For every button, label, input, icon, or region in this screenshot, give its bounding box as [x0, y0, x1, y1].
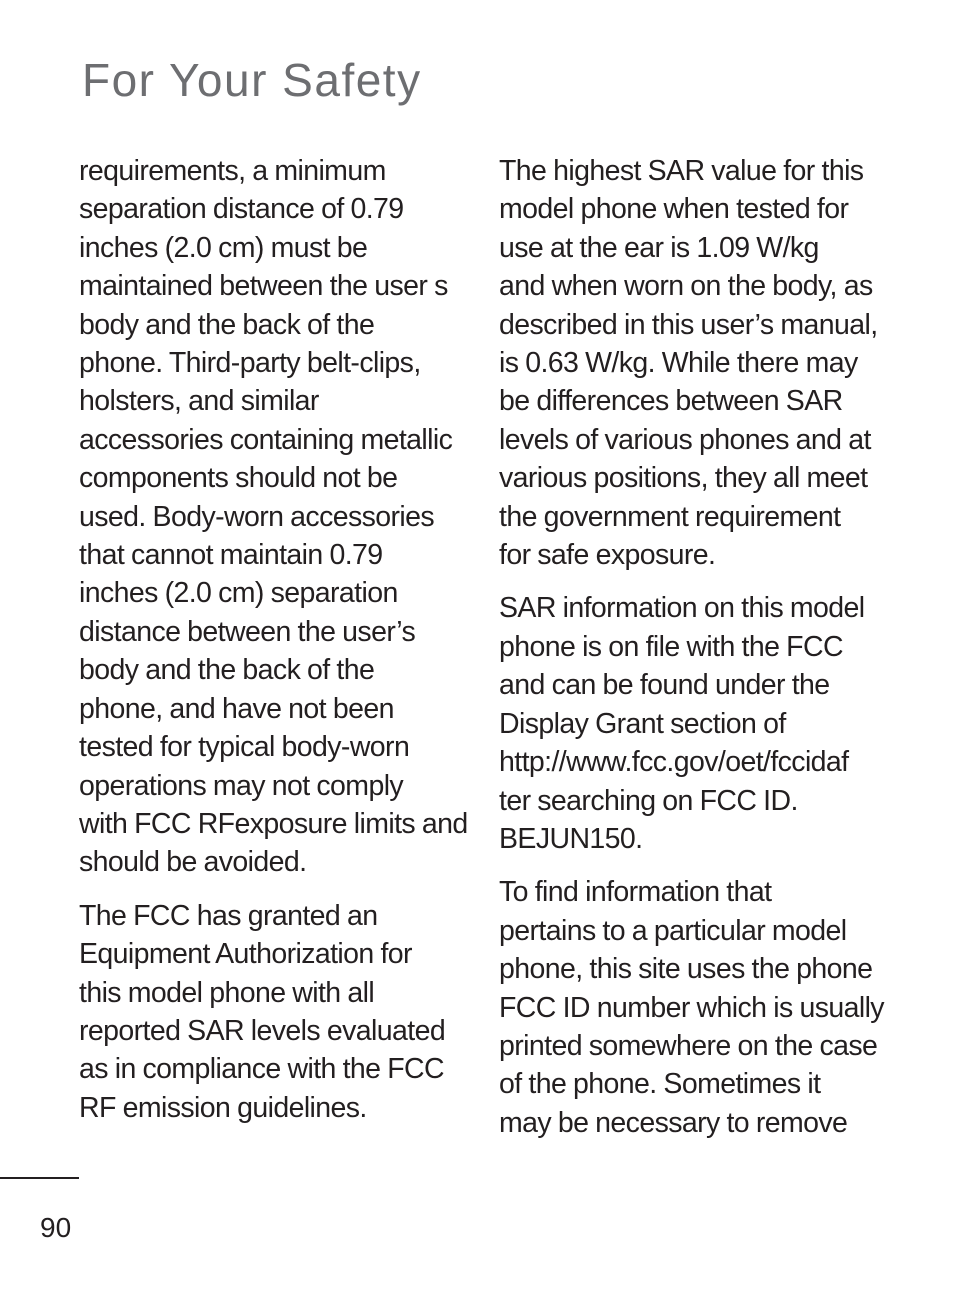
paragraph-separation-requirements [79, 152, 474, 882]
page-title: For Your Safety [82, 54, 422, 106]
text-line: may be necessary to remove [499, 1106, 848, 1139]
right-column [499, 152, 914, 1157]
text-line: distance between the user’s [79, 615, 416, 648]
text-line: separation distance of 0.79 [79, 193, 404, 226]
text-line: accessories containing metallic [79, 423, 453, 456]
text-line: The FCC has granted an [79, 899, 378, 932]
text-line: The highest SAR value for this [499, 155, 864, 187]
text-line: described in this user’s manual, [499, 308, 878, 341]
text-line: maintained between the user s [79, 270, 448, 303]
text-line: inches (2.0 cm) separation [79, 577, 398, 610]
text-line: SAR information on this model [499, 592, 865, 625]
text-line: body and the back of the [79, 654, 375, 687]
text-line: holsters, and similar [79, 385, 319, 418]
text-line: phone, and have not been [79, 692, 394, 725]
text-line: components should not be [79, 462, 398, 495]
text-line: reported SAR levels evaluated [79, 1014, 446, 1047]
text-line: Equipment Authorization for [79, 938, 412, 971]
text-line: should be avoided. [79, 846, 307, 879]
text-line: requirements, a minimum [79, 155, 386, 187]
text-line: printed somewhere on the case [499, 1029, 878, 1062]
text-line: body and the back of the [79, 308, 375, 341]
text-line: as in compliance with the FCC [79, 1053, 445, 1086]
text-line: and when worn on the body, as [499, 270, 873, 303]
text-line: this model phone with all [79, 976, 375, 1009]
text-line: of the phone. Sometimes it [499, 1068, 821, 1101]
footer-divider [0, 1177, 79, 1179]
text-line: http://www.fcc.gov/oet/fccidaf [499, 746, 849, 779]
text-line: pertains to a particular model [499, 914, 847, 947]
text-line: use at the ear is 1.09 W/kg [499, 231, 819, 264]
text-line: used. Body-worn accessories [79, 500, 435, 533]
text-line: that cannot maintain 0.79 [79, 539, 383, 572]
text-line: inches (2.0 cm) must be [79, 231, 368, 264]
text-line: To find information that [499, 876, 772, 909]
text-line: tested for typical body-worn [79, 731, 410, 764]
text-line: levels of various phones and at [499, 423, 871, 456]
text-line: operations may not comply [79, 769, 404, 802]
page-number: 90 [40, 1212, 72, 1243]
text-line: Display Grant section of [499, 707, 786, 740]
text-line: phone is on file with the FCC [499, 630, 843, 663]
text-line: is 0.63 W/kg. While there may [499, 347, 858, 380]
left-column [79, 152, 474, 1142]
paragraph-sar-information [499, 589, 914, 858]
text-line: ter searching on FCC ID. [499, 784, 798, 817]
text-line: for safe exposure. [499, 539, 716, 572]
text-line: and can be found under the [499, 669, 830, 702]
text-line: model phone when tested for [499, 193, 849, 226]
text-line: the government requirement [499, 500, 841, 533]
text-line: phone, this site uses the phone [499, 953, 873, 986]
paragraph-sar-values [499, 152, 914, 574]
paragraph-fcc-id-lookup [499, 873, 914, 1142]
text-line: with FCC RFexposure limits and [79, 807, 468, 840]
paragraph-equipment-authorization [79, 897, 474, 1127]
text-line: phone. Third-party belt-clips, [79, 347, 421, 380]
text-line: various positions, they all meet [499, 462, 868, 495]
text-line: RF emission guidelines. [79, 1091, 367, 1124]
text-line: BEJUN150. [499, 822, 643, 855]
text-line: FCC ID number which is usually [499, 991, 884, 1024]
text-line: be differences between SAR [499, 385, 843, 418]
